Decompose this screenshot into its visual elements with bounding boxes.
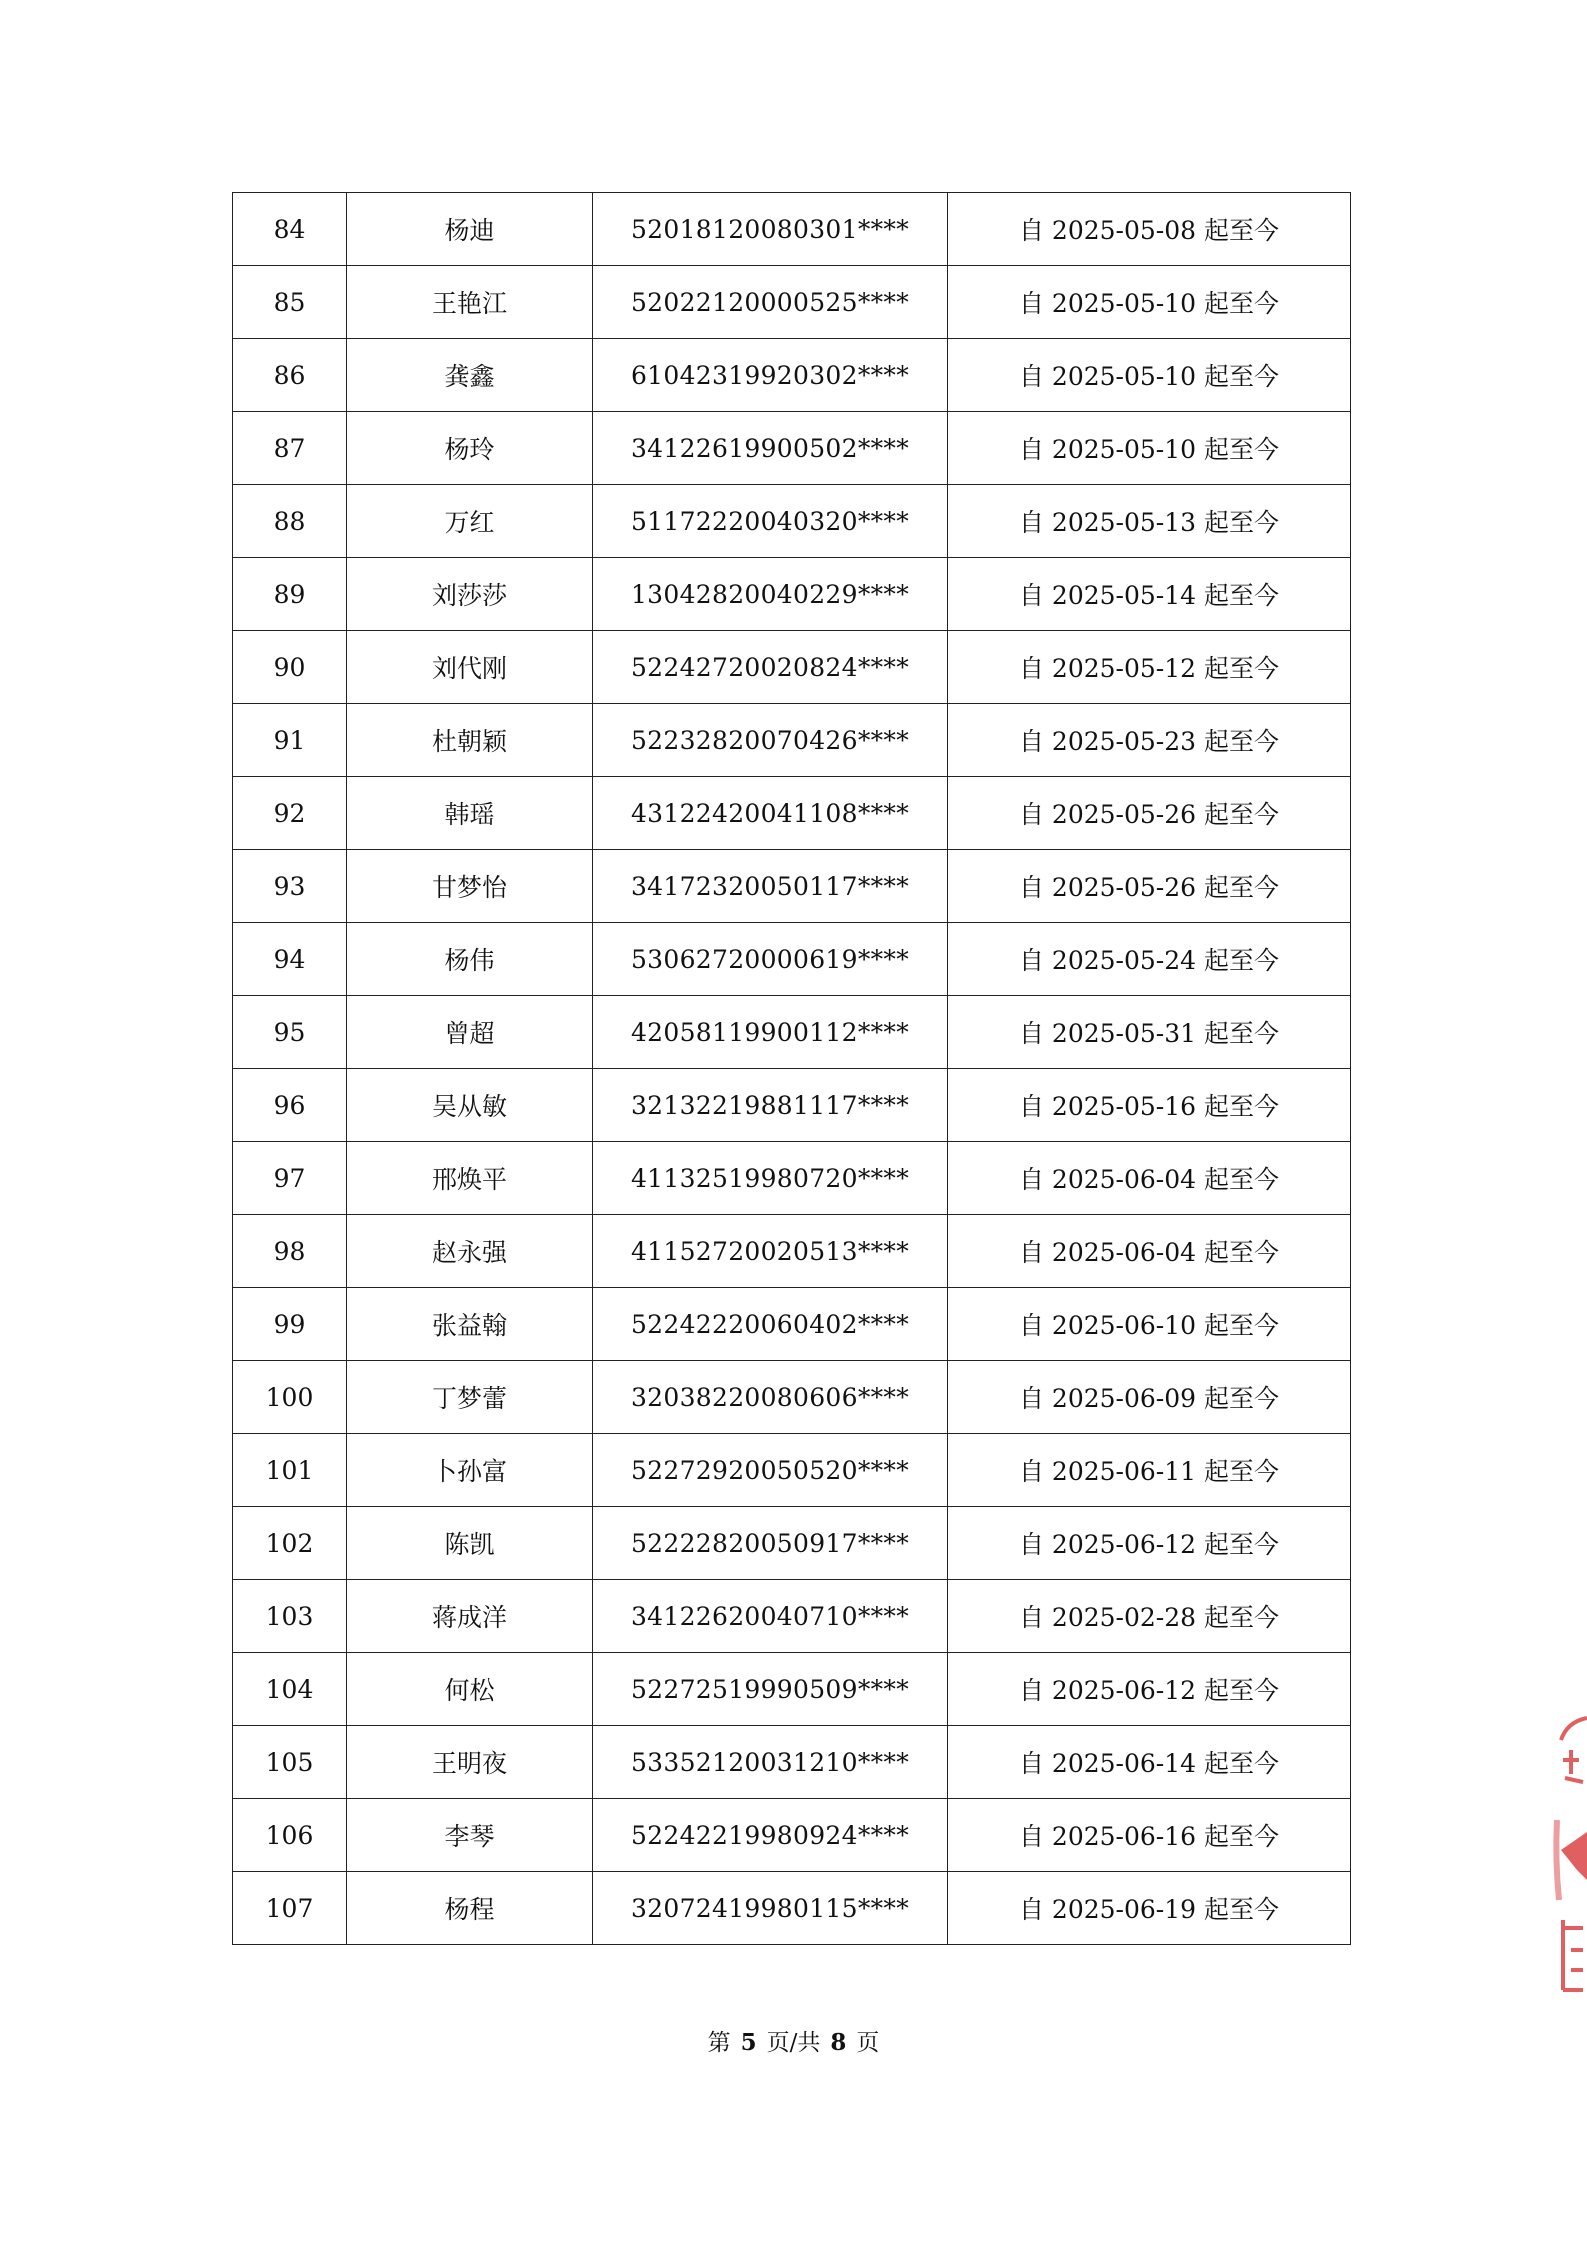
id-number: 52272920050520****	[593, 1434, 948, 1507]
start-date: 自 2025-05-23 起至今	[948, 704, 1351, 777]
person-name: 刘莎莎	[347, 558, 593, 631]
table-row	[233, 412, 1351, 485]
start-date: 自 2025-05-10 起至今	[948, 266, 1351, 339]
person-name: 杜朝颖	[347, 704, 593, 777]
table-row	[233, 996, 1351, 1069]
person-name: 王明夜	[347, 1726, 593, 1799]
table-row	[233, 1580, 1351, 1653]
start-date: 自 2025-05-12 起至今	[948, 631, 1351, 704]
id-number: 43122420041108****	[593, 777, 948, 850]
footer-suffix: 页	[856, 2030, 880, 2056]
row-number: 92	[233, 777, 347, 850]
row-number: 99	[233, 1288, 347, 1361]
person-name: 邢焕平	[347, 1142, 593, 1215]
person-name: 甘梦怡	[347, 850, 593, 923]
person-name: 万红	[347, 485, 593, 558]
table-row	[233, 193, 1351, 266]
start-date: 自 2025-05-14 起至今	[948, 558, 1351, 631]
row-number: 86	[233, 339, 347, 412]
id-number: 52222820050917****	[593, 1507, 948, 1580]
row-number: 97	[233, 1142, 347, 1215]
footer-middle: 页/共	[766, 2030, 821, 2056]
id-number: 52242219980924****	[593, 1799, 948, 1872]
row-number: 85	[233, 266, 347, 339]
start-date: 自 2025-06-04 起至今	[948, 1142, 1351, 1215]
table-row	[233, 1215, 1351, 1288]
row-number: 101	[233, 1434, 347, 1507]
row-number: 103	[233, 1580, 347, 1653]
id-number: 53062720000619****	[593, 923, 948, 996]
row-number: 104	[233, 1653, 347, 1726]
person-name: 丁梦蕾	[347, 1361, 593, 1434]
person-name: 吴从敏	[347, 1069, 593, 1142]
table-row	[233, 1799, 1351, 1872]
id-number: 52232820070426****	[593, 704, 948, 777]
row-number: 100	[233, 1361, 347, 1434]
table-row	[233, 1069, 1351, 1142]
start-date: 自 2025-02-28 起至今	[948, 1580, 1351, 1653]
person-name: 王艳江	[347, 266, 593, 339]
id-number: 32132219881117****	[593, 1069, 948, 1142]
person-name: 杨玲	[347, 412, 593, 485]
table-row	[233, 1288, 1351, 1361]
person-name: 何松	[347, 1653, 593, 1726]
row-number: 89	[233, 558, 347, 631]
start-date: 自 2025-05-08 起至今	[948, 193, 1351, 266]
total-page-count: 8	[830, 2029, 847, 2056]
table-row	[233, 923, 1351, 996]
row-number: 90	[233, 631, 347, 704]
row-number: 91	[233, 704, 347, 777]
row-number: 106	[233, 1799, 347, 1872]
roster-table	[232, 192, 1351, 1945]
table-row	[233, 704, 1351, 777]
table-row	[233, 485, 1351, 558]
start-date: 自 2025-06-04 起至今	[948, 1215, 1351, 1288]
id-number: 52272519990509****	[593, 1653, 948, 1726]
row-number: 84	[233, 193, 347, 266]
table-row	[233, 777, 1351, 850]
person-name: 杨迪	[347, 193, 593, 266]
person-name: 刘代刚	[347, 631, 593, 704]
start-date: 自 2025-06-16 起至今	[948, 1799, 1351, 1872]
start-date: 自 2025-06-09 起至今	[948, 1361, 1351, 1434]
row-number: 98	[233, 1215, 347, 1288]
table-row	[233, 339, 1351, 412]
person-name: 赵永强	[347, 1215, 593, 1288]
start-date: 自 2025-06-19 起至今	[948, 1872, 1351, 1945]
id-number: 51172220040320****	[593, 485, 948, 558]
table-row	[233, 1653, 1351, 1726]
id-number: 61042319920302****	[593, 339, 948, 412]
person-name: 龚鑫	[347, 339, 593, 412]
current-page-number: 5	[740, 2029, 757, 2056]
footer-prefix: 第	[707, 2030, 731, 2056]
roster-table-body	[233, 193, 1351, 1945]
row-number: 87	[233, 412, 347, 485]
table-row	[233, 558, 1351, 631]
id-number: 52242720020824****	[593, 631, 948, 704]
id-number: 52018120080301****	[593, 193, 948, 266]
row-number: 96	[233, 1069, 347, 1142]
row-number: 105	[233, 1726, 347, 1799]
person-name: 陈凯	[347, 1507, 593, 1580]
person-name: 卜孙富	[347, 1434, 593, 1507]
person-name: 杨伟	[347, 923, 593, 996]
id-number: 52022120000525****	[593, 266, 948, 339]
start-date: 自 2025-06-11 起至今	[948, 1434, 1351, 1507]
person-name: 曾超	[347, 996, 593, 1069]
row-number: 88	[233, 485, 347, 558]
row-number: 95	[233, 996, 347, 1069]
table-row	[233, 631, 1351, 704]
id-number: 52242220060402****	[593, 1288, 948, 1361]
start-date: 自 2025-06-12 起至今	[948, 1507, 1351, 1580]
start-date: 自 2025-05-16 起至今	[948, 1069, 1351, 1142]
id-number: 13042820040229****	[593, 558, 948, 631]
start-date: 自 2025-05-31 起至今	[948, 996, 1351, 1069]
start-date: 自 2025-06-12 起至今	[948, 1653, 1351, 1726]
table-row	[233, 1507, 1351, 1580]
row-number: 94	[233, 923, 347, 996]
start-date: 自 2025-05-10 起至今	[948, 412, 1351, 485]
table-row	[233, 1434, 1351, 1507]
start-date: 自 2025-06-14 起至今	[948, 1726, 1351, 1799]
table-row	[233, 266, 1351, 339]
start-date: 自 2025-05-26 起至今	[948, 777, 1351, 850]
table-row	[233, 1872, 1351, 1945]
person-name: 李琴	[347, 1799, 593, 1872]
id-number: 32072419980115****	[593, 1872, 948, 1945]
id-number: 34122619900502****	[593, 412, 948, 485]
row-number: 93	[233, 850, 347, 923]
id-number: 42058119900112****	[593, 996, 948, 1069]
id-number: 41152720020513****	[593, 1215, 948, 1288]
start-date: 自 2025-05-13 起至今	[948, 485, 1351, 558]
id-number: 53352120031210****	[593, 1726, 948, 1799]
row-number: 107	[233, 1872, 347, 1945]
start-date: 自 2025-05-24 起至今	[948, 923, 1351, 996]
id-number: 34122620040710****	[593, 1580, 948, 1653]
person-name: 蒋成洋	[347, 1580, 593, 1653]
page-number-footer	[0, 2024, 1587, 2057]
table-row	[233, 1361, 1351, 1434]
id-number: 41132519980720****	[593, 1142, 948, 1215]
person-name: 杨程	[347, 1872, 593, 1945]
row-number: 102	[233, 1507, 347, 1580]
table-row	[233, 850, 1351, 923]
start-date: 自 2025-06-10 起至今	[948, 1288, 1351, 1361]
id-number: 32038220080606****	[593, 1361, 948, 1434]
official-seal-stamp-icon	[1527, 1700, 1587, 2040]
person-name: 韩瑶	[347, 777, 593, 850]
table-row	[233, 1142, 1351, 1215]
id-number: 34172320050117****	[593, 850, 948, 923]
start-date: 自 2025-05-10 起至今	[948, 339, 1351, 412]
table-row	[233, 1726, 1351, 1799]
start-date: 自 2025-05-26 起至今	[948, 850, 1351, 923]
person-name: 张益翰	[347, 1288, 593, 1361]
